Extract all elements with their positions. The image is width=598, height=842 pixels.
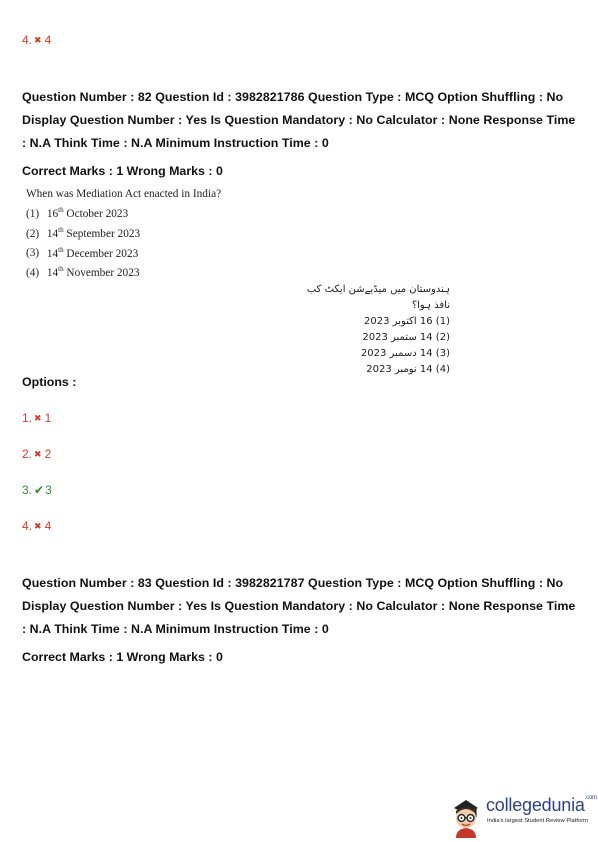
question-82-choice-4: (4) 14th November 2023: [26, 265, 140, 280]
question-82-choice-2: (2) 14th September 2023: [26, 225, 141, 240]
question-82-header-line2: Display Question Number : Yes Is Question Mandatory : No Calculator : None Response Time: [22, 113, 576, 127]
question-82-header-line3: : N.A Think Time : N.A Minimum Instruction Time : 0: [22, 136, 329, 150]
prev-question-option-4: [22, 33, 51, 47]
option-number: 4.: [22, 519, 33, 533]
question-83-header-line2: Display Question Number : Yes Is Question Mandatory : No Calculator : None Response Time: [22, 599, 576, 613]
mascot-icon: [448, 794, 484, 838]
option-value: 3: [45, 483, 52, 497]
option-number: 1.: [22, 411, 33, 425]
question-82-choice-1: (1) 16th October 2023: [26, 206, 129, 220]
question-82-english-text: [26, 186, 221, 281]
check-icon: ✔: [34, 483, 45, 497]
cross-icon: ✖: [34, 449, 42, 459]
option-value: 4: [44, 33, 52, 47]
question-82-header: [22, 86, 582, 155]
question-83-header-line1: Question Number : 83 Question Id : 3982821787 Question Type : MCQ Option Shuffling : No: [22, 576, 564, 590]
question-82-urdu-choice-4: (4) 14 نومبر 2023: [366, 364, 450, 375]
cross-icon: ✖: [34, 35, 42, 45]
question-82-urdu-text: [290, 282, 450, 378]
option-value: 1: [44, 411, 52, 425]
option-2: [22, 447, 51, 461]
cross-icon: ✖: [34, 413, 42, 423]
option-number: 4.: [22, 33, 33, 47]
option-4: [22, 519, 51, 533]
option-3: [22, 483, 52, 497]
option-value: 2: [44, 447, 52, 461]
cross-icon: ✖: [34, 521, 42, 531]
question-82-urdu-choice-3: (3) 14 دسمبر 2023: [360, 348, 450, 359]
question-83-header-line3: : N.A Think Time : N.A Minimum Instruction Time : 0: [22, 622, 329, 636]
option-1: [22, 411, 51, 425]
option-number: 2.: [22, 447, 33, 461]
options-heading: Options :: [22, 375, 77, 389]
question-82-urdu-choice-2: (2) 14 ستمبر 2023: [362, 332, 450, 343]
brand-tagline: India's largest Student Review Platform: [487, 818, 588, 824]
question-83-marks: Correct Marks : 1 Wrong Marks : 0: [22, 650, 223, 664]
question-82-urdu-choice-1: (1) 16 اکتوبر 2023: [364, 316, 450, 327]
question-82-stem: When was Mediation Act enacted in India?: [26, 188, 222, 200]
option-number: 3.: [22, 483, 33, 497]
question-82-marks: Correct Marks : 1 Wrong Marks : 0: [22, 164, 223, 178]
question-83-header: [22, 572, 582, 641]
question-82-choice-3: (3) 14th December 2023: [26, 245, 139, 260]
question-82-header-line1: Question Number : 82 Question Id : 3982821786 Question Type : MCQ Option Shuffling : No: [22, 90, 564, 104]
collegedunia-logo: [448, 792, 598, 840]
question-82-urdu-stem: ہندوستان میں میڈیےشن ایکٹ کب نافذ ہوا؟: [306, 284, 450, 311]
brand-name: collegedunia$^{.com}$: [486, 795, 597, 815]
option-value: 4: [44, 519, 52, 533]
